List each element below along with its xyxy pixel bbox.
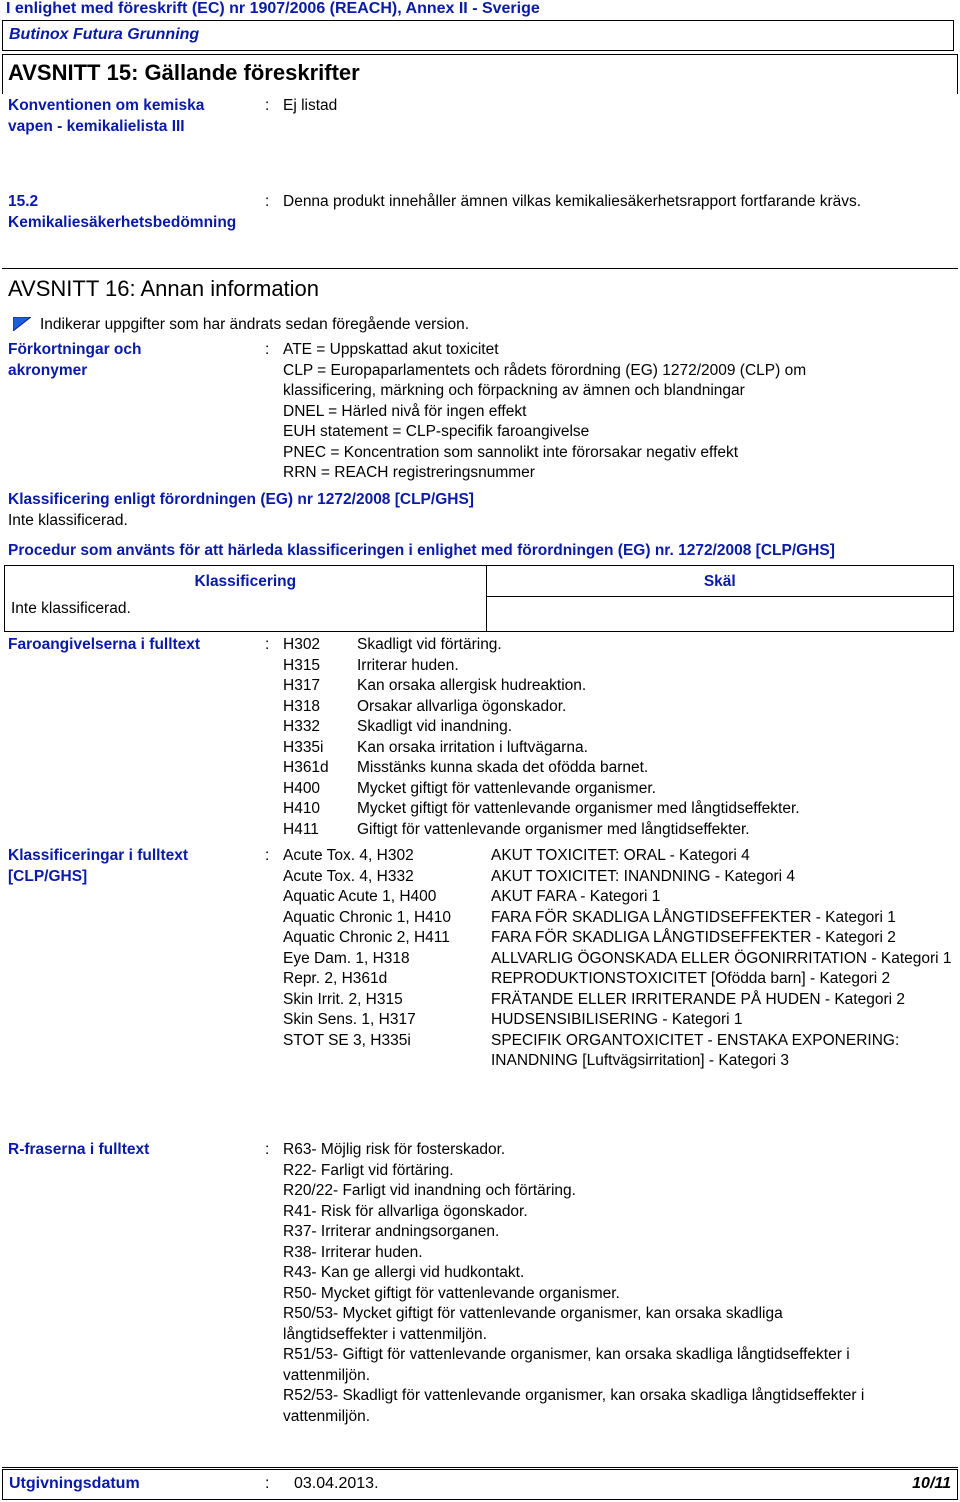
abbreviation-line: EUH statement = CLP-specifik faroangivelse — [283, 423, 590, 440]
table-cell-value: Inte klassificerad. — [11, 600, 131, 617]
hazard-text: Irriterar huden. — [357, 656, 459, 674]
hazard-text: Kan orsaka irritation i luftvägarna. — [357, 738, 588, 756]
cwc-value: Ej listad — [283, 97, 338, 114]
section-16-rule — [2, 268, 958, 269]
section-16-title: AVSNITT 16: Annan information — [8, 276, 320, 301]
colon: : — [265, 97, 270, 114]
classification-text: AKUT TOXICITET: ORAL - Kategori 4 — [491, 847, 750, 864]
classification-code: Aquatic Chronic 1, H410 — [283, 908, 452, 926]
r-phrase-line: R37- Irriterar andningsorganen. — [283, 1223, 500, 1240]
csa-value: Denna produkt innehåller ämnen vilkas kemikaliesäkerhetsrapport fortfarande krävs. — [283, 193, 862, 210]
hazard-text: Skadligt vid inandning. — [357, 718, 513, 735]
classification-text: FRÄTANDE ELLER IRRITERANDE PÅ HUDEN - Kategori 2 — [491, 990, 906, 1008]
list-item — [283, 799, 800, 820]
product-name-box — [2, 20, 954, 51]
r-phrase-line: vattenmiljön. — [283, 1366, 371, 1384]
table-cell-classification — [5, 566, 487, 632]
r-phrase-line: långtidseffekter i vattenmiljön. — [283, 1325, 487, 1343]
csa-label: 15.2 Kemikaliesäkerhetsbedömning — [8, 193, 237, 231]
r-phrase-line: R50/53- Mycket giftigt för vattenlevande organismer, kan orsaka skadliga — [283, 1305, 783, 1322]
abbreviation-line: PNEC = Koncentration som sannolikt inte förorsakar negativ effekt — [283, 443, 739, 461]
colon: : — [265, 193, 270, 210]
abbreviation-line: klassificering, märkning och förpackning av ämnen och blandningar — [283, 382, 745, 399]
hazard-code: H411 — [283, 820, 319, 838]
list-item — [283, 697, 800, 718]
classification-code: Repr. 2, H361d — [283, 970, 388, 987]
hazard-code: H361d — [283, 759, 329, 776]
r-phrase-line: vattenmiljön. — [283, 1407, 371, 1425]
table-row — [5, 566, 954, 632]
list-item — [283, 949, 957, 970]
procedure-heading: Procedur som använts för att härleda klassificeringen i enlighet med förordningen (EG) nr. 1272/2008 [CLP/GHS] — [8, 542, 835, 559]
abbreviations-list — [283, 340, 806, 484]
hazard-code: H302 — [283, 636, 321, 653]
hazard-code: H335i — [283, 738, 324, 756]
document-title: I enlighet med föreskrift (EC) nr 1907/2006 (REACH), Annex II - Sverige — [6, 0, 540, 17]
r-phrase-line: R51/53- Giftigt för vattenlevande organismer, kan orsaka skadliga långtidseffekter i — [283, 1346, 850, 1363]
classification-text: AKUT TOXICITET: INANDNING - Kategori 4 — [491, 867, 796, 885]
product-name: Butinox Futura Grunning — [9, 26, 200, 43]
footer-issue-label: Utgivningsdatum — [9, 1475, 140, 1492]
classification-text: FARA FÖR SKADLIGA LÅNGTIDSEFFEKTER - Kategori 1 — [491, 908, 896, 926]
procedure-table — [4, 565, 954, 632]
hazard-statements-label: Faroangivelserna i fulltext — [8, 636, 201, 653]
r-phrase-line: R38- Irriterar huden. — [283, 1243, 423, 1261]
classifications-full-list — [283, 846, 957, 1072]
hazard-code: H317 — [283, 677, 321, 694]
classification-text: FARA FÖR SKADLIGA LÅNGTIDSEFFEKTER - Kategori 2 — [491, 929, 896, 946]
hazard-text: Giftigt för vattenlevande organismer med långtidseffekter. — [357, 820, 750, 838]
classification-text: AKUT FARA - Kategori 1 — [491, 888, 661, 905]
r-phrase-line: R50- Mycket giftigt för vattenlevande organismer. — [283, 1284, 620, 1302]
classification-heading: Klassificering enligt förordningen (EG) nr 1272/2008 [CLP/GHS] — [8, 491, 474, 508]
r-phrase-line: R52/53- Skadligt för vattenlevande organismer, kan orsaka skadliga långtidseffekter i — [283, 1387, 865, 1404]
list-item — [283, 990, 957, 1011]
colon: : — [265, 341, 270, 358]
list-item — [283, 928, 957, 949]
cwc-label: Konventionen om kemiska vapen - kemikalielista III — [8, 97, 205, 135]
classification-code: Aquatic Acute 1, H400 — [283, 888, 437, 905]
page-number: 10/11 — [912, 1475, 951, 1492]
r-phrase-line: R43- Kan ge allergi vid hudkontakt. — [283, 1264, 525, 1281]
hazard-text: Mycket giftigt för vattenlevande organismer med långtidseffekter. — [357, 800, 800, 817]
section-15-title: AVSNITT 15: Gällande föreskrifter — [8, 60, 360, 85]
r-phrase-line: R22- Farligt vid förtäring. — [283, 1161, 454, 1179]
hazard-code: H410 — [283, 800, 321, 817]
classification-code: Aquatic Chronic 2, H411 — [283, 929, 450, 946]
abbreviation-line: RRN = REACH registreringsnummer — [283, 464, 535, 481]
r-phrases-label: R-fraserna i fulltext — [8, 1141, 150, 1158]
change-flag-icon — [13, 317, 31, 331]
hazard-code: H400 — [283, 779, 321, 797]
classification-code: Skin Irrit. 2, H315 — [283, 990, 403, 1008]
list-item — [283, 908, 957, 929]
list-item — [283, 1031, 957, 1072]
list-item — [283, 820, 800, 841]
colon: : — [265, 1475, 270, 1492]
list-item — [283, 867, 957, 888]
table-cell-reason — [486, 566, 953, 632]
hazard-statements-list — [283, 635, 800, 840]
classification-text: REPRODUKTIONSTOXICITET [Ofödda barn] - Kategori 2 — [491, 970, 891, 987]
classification-code: Eye Dam. 1, H318 — [283, 949, 410, 967]
footer — [2, 1469, 958, 1500]
hazard-text: Orsakar allvarliga ögonskador. — [357, 697, 567, 715]
colon: : — [265, 847, 270, 864]
list-item — [283, 846, 957, 867]
list-item — [283, 656, 800, 677]
r-phrases-list — [283, 1140, 864, 1427]
classification-code: Acute Tox. 4, H302 — [283, 847, 414, 864]
classification-code: Skin Sens. 1, H317 — [283, 1011, 416, 1028]
list-item — [283, 969, 957, 990]
r-phrase-line: R63- Möjlig risk för fosterskador. — [283, 1141, 506, 1158]
list-item — [283, 887, 957, 908]
colon: : — [265, 636, 270, 653]
list-item — [283, 635, 800, 656]
colon: : — [265, 1141, 270, 1158]
hazard-code: H318 — [283, 697, 321, 715]
classification-text: HUDSENSIBILISERING - Kategori 1 — [491, 1011, 743, 1028]
classification-text: SPECIFIK ORGANTOXICITET - ENSTAKA EXPONERING: INANDNING [Luftvägsirritation] - Kategori 3 — [491, 1031, 900, 1069]
abbreviations-label: Förkortningar och akronymer — [8, 341, 142, 379]
hazard-code: H332 — [283, 718, 321, 735]
classification-code: Acute Tox. 4, H332 — [283, 867, 414, 885]
hazard-text: Misstänks kunna skada det ofödda barnet. — [357, 759, 649, 776]
table-header-reason: Skäl — [487, 566, 953, 597]
abbreviation-line: ATE = Uppskattad akut toxicitet — [283, 341, 499, 358]
list-item — [283, 758, 800, 779]
footer-issue-date: 03.04.2013. — [294, 1475, 379, 1492]
classification-text: ALLVARLIG ÖGONSKADA ELLER ÖGONIRRITATION - Kategori 1 — [491, 949, 952, 967]
hazard-text: Mycket giftigt för vattenlevande organismer. — [357, 779, 656, 797]
list-item — [283, 738, 800, 759]
table-cell-value — [487, 597, 953, 631]
classification-value: Inte klassificerad. — [8, 512, 128, 529]
list-item — [283, 676, 800, 697]
list-item — [283, 1010, 957, 1031]
table-header-classification: Klassificering — [194, 573, 297, 590]
r-phrase-line: R20/22- Farligt vid inandning och förtäring. — [283, 1182, 576, 1199]
hazard-text: Kan orsaka allergisk hudreaktion. — [357, 677, 587, 694]
classifications-full-label: Klassificeringar i fulltext [CLP/GHS] — [8, 847, 189, 885]
list-item — [283, 779, 800, 800]
hazard-code: H315 — [283, 656, 321, 674]
change-indicator-text: Indikerar uppgifter som har ändrats sedan föregående version. — [40, 316, 470, 333]
hazard-text: Skadligt vid förtäring. — [357, 636, 502, 653]
classification-code: STOT SE 3, H335i — [283, 1031, 411, 1049]
list-item — [283, 717, 800, 738]
abbreviation-line: DNEL = Härled nivå för ingen effekt — [283, 402, 527, 420]
abbreviation-line: CLP = Europaparlamentets och rådets förordning (EG) 1272/2009 (CLP) om — [283, 361, 807, 379]
r-phrase-line: R41- Risk för allvarliga ögonskador. — [283, 1202, 528, 1220]
footer-rule — [2, 1467, 958, 1468]
